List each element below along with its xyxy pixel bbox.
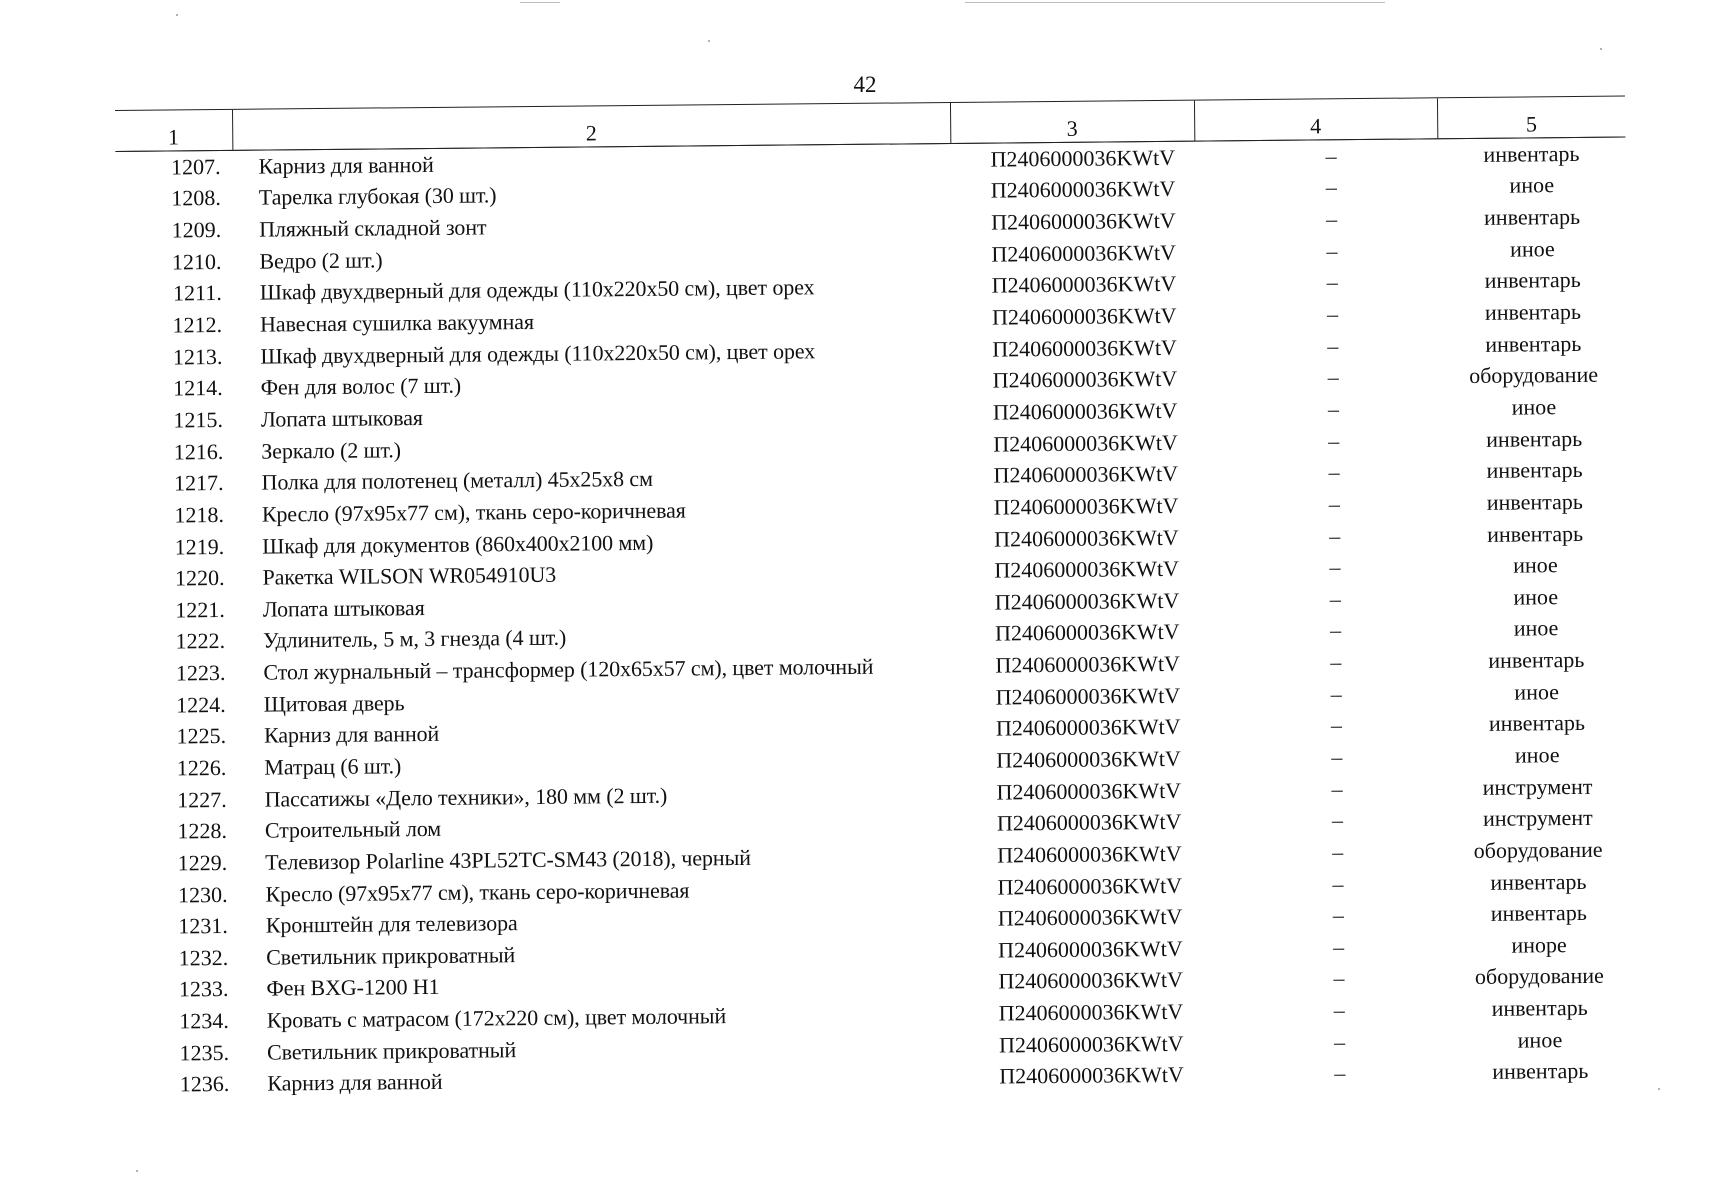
item-name: Карниз для ванной bbox=[258, 151, 434, 179]
column-4-value: – bbox=[1334, 1060, 1346, 1086]
item-category: инструмент bbox=[1482, 773, 1593, 800]
item-code: П2406000036KWtV bbox=[993, 492, 1179, 520]
table-body bbox=[115, 137, 1634, 1101]
item-name: Матрац (6 шт.) bbox=[264, 753, 402, 780]
scan-mark bbox=[965, 2, 1385, 3]
item-name: Ракетка WILSON WR054910U3 bbox=[262, 561, 557, 590]
item-category: иное bbox=[1517, 1026, 1563, 1053]
item-name: Фен для волос (7 шт.) bbox=[260, 372, 462, 400]
item-code: П2406000036KWtV bbox=[994, 524, 1179, 552]
column-header: 1 bbox=[115, 109, 232, 151]
scan-speck bbox=[176, 14, 178, 16]
item-code: П2406000036KWtV bbox=[999, 1062, 1184, 1089]
item-category: инструмент bbox=[1482, 805, 1593, 832]
column-4-value: – bbox=[1325, 143, 1337, 169]
item-name: Зеркало (2 шт.) bbox=[261, 436, 402, 464]
item-category: инвентарь bbox=[1488, 646, 1585, 673]
scan-speck bbox=[708, 40, 710, 42]
item-code: П2406000036KWtV bbox=[994, 619, 1180, 646]
row-number: 1224. bbox=[176, 691, 226, 718]
item-code: П2406000036KWtV bbox=[994, 587, 1180, 615]
scan-speck bbox=[1600, 48, 1602, 50]
item-name: Светильник прикроватный bbox=[266, 1036, 517, 1065]
column-4-value: – bbox=[1326, 269, 1338, 295]
row-number: 1233. bbox=[178, 976, 229, 1002]
item-code: П2406000036KWtV bbox=[997, 872, 1183, 900]
item-code: П2406000036KWtV bbox=[996, 809, 1182, 836]
row-number: 1218. bbox=[174, 501, 225, 528]
row-number: 1217. bbox=[173, 470, 224, 496]
column-4-value: – bbox=[1326, 238, 1338, 264]
item-name: Щитовая дверь bbox=[263, 689, 405, 717]
column-header: 3 bbox=[950, 100, 1194, 143]
item-code: П2406000036KWtV bbox=[997, 935, 1183, 963]
item-code: П2406000036KWtV bbox=[996, 745, 1181, 773]
row-number: 1221. bbox=[175, 596, 225, 623]
item-category: инвентарь bbox=[1488, 710, 1586, 737]
row-number: 1235. bbox=[179, 1039, 230, 1066]
item-name: Шкаф двухдверный для одежды (110x220x50 см), цвет орех bbox=[259, 274, 815, 305]
column-4-value: – bbox=[1330, 712, 1343, 738]
row-number: 1229. bbox=[177, 849, 228, 876]
item-code: П2406000036KWtV bbox=[998, 1030, 1184, 1058]
item-category: иное bbox=[1514, 742, 1560, 768]
row-number: 1232. bbox=[178, 944, 229, 971]
column-4-value: – bbox=[1328, 427, 1340, 453]
column-4-value: – bbox=[1331, 744, 1343, 770]
item-name: Пассатижы «Дело техники», 180 мм (2 шт.) bbox=[264, 782, 668, 812]
item-name: Полка для полотенец (металл) 45x25x8 см bbox=[261, 466, 653, 495]
row-number: 1226. bbox=[176, 754, 227, 781]
row-number: 1210. bbox=[171, 248, 222, 275]
row-number: 1214. bbox=[173, 375, 223, 401]
row-number: 1236. bbox=[179, 1071, 230, 1097]
item-category: инвентарь bbox=[1492, 1058, 1589, 1085]
item-category: инвентарь bbox=[1484, 267, 1581, 294]
column-4-value: – bbox=[1327, 396, 1340, 422]
item-name: Карниз для ванной bbox=[263, 721, 440, 748]
row-number: 1231. bbox=[178, 913, 228, 939]
item-code: П2406000036KWtV bbox=[995, 682, 1181, 710]
row-number: 1234. bbox=[179, 1008, 229, 1034]
item-code: П2406000036KWtV bbox=[991, 302, 1177, 330]
column-4-value: – bbox=[1329, 522, 1341, 548]
item-category: иное bbox=[1509, 172, 1555, 199]
item-name: Шкаф для документов (860x400x2100 мм) bbox=[262, 529, 654, 559]
column-4-value: – bbox=[1333, 1028, 1346, 1055]
item-name: Кровать с матрасом (172x220 см), цвет молочный bbox=[266, 1003, 727, 1033]
row-number: 1215. bbox=[173, 406, 224, 433]
item-name: Удлинитель, 5 м, 3 гнезда (4 шт.) bbox=[262, 625, 567, 654]
row-number: 1230. bbox=[177, 881, 228, 907]
item-code: П2406000036KWtV bbox=[992, 397, 1178, 425]
item-code: П2406000036KWtV bbox=[990, 144, 1176, 172]
row-number: 1222. bbox=[175, 628, 226, 654]
item-category: инвентарь bbox=[1484, 298, 1582, 325]
inventory-table bbox=[115, 96, 1634, 1102]
item-category: оборудование bbox=[1473, 836, 1603, 863]
row-number: 1216. bbox=[173, 438, 224, 465]
row-number: 1211. bbox=[172, 280, 222, 306]
item-category: иноре bbox=[1511, 931, 1567, 958]
item-category: инвентарь bbox=[1486, 457, 1583, 484]
item-code: П2406000036KWtV bbox=[991, 271, 1177, 298]
item-category: инвентарь bbox=[1483, 140, 1580, 167]
column-4-value: – bbox=[1332, 902, 1344, 928]
item-code: П2406000036KWtV bbox=[990, 207, 1176, 235]
row-number: 1227. bbox=[177, 786, 227, 813]
item-category: инвентарь bbox=[1486, 520, 1584, 547]
item-category: иное bbox=[1511, 394, 1557, 420]
item-code: П2406000036KWtV bbox=[993, 461, 1179, 488]
column-4-value: – bbox=[1329, 586, 1341, 612]
item-name: Светильник прикроватный bbox=[266, 942, 516, 970]
column-4-value: – bbox=[1325, 206, 1338, 232]
row-number: 1220. bbox=[174, 565, 225, 591]
row-number: 1219. bbox=[174, 533, 225, 559]
item-name: Стол журнальный – трансформер (120x65x57 см), цвет молочный bbox=[263, 653, 874, 685]
item-category: инвентарь bbox=[1485, 330, 1582, 357]
column-4-value: – bbox=[1329, 554, 1341, 580]
scan-speck bbox=[1658, 1088, 1660, 1090]
item-category: оборудование bbox=[1474, 963, 1604, 990]
item-code: П2406000036KWtV bbox=[998, 998, 1184, 1026]
item-code: П2406000036KWtV bbox=[991, 239, 1177, 267]
item-code: П2406000036KWtV bbox=[990, 176, 1176, 204]
item-category: инвентарь bbox=[1491, 995, 1588, 1021]
scan-mark bbox=[520, 2, 560, 3]
column-4-value: – bbox=[1328, 459, 1340, 485]
item-name: Телевизор Polarline 43PL52TC-SM43 (2018), черный bbox=[265, 844, 752, 875]
item-name: Пляжный складной зонт bbox=[259, 214, 487, 242]
item-code: П2406000036KWtV bbox=[992, 334, 1177, 362]
column-4-value: – bbox=[1332, 934, 1345, 960]
column-4-value: – bbox=[1332, 839, 1344, 865]
inventory-table-container bbox=[115, 96, 1634, 1102]
column-4-value: – bbox=[1328, 491, 1340, 517]
row-number: 1208. bbox=[171, 185, 221, 211]
item-name: Фен BXG-1200 H1 bbox=[266, 974, 440, 1002]
item-name: Лопата штыковая bbox=[260, 404, 423, 432]
item-name: Тарелка глубокая (30 шт.) bbox=[258, 182, 497, 211]
item-category: инвентарь bbox=[1490, 900, 1587, 927]
item-code: П2406000036KWtV bbox=[997, 903, 1183, 931]
row-number: 1228. bbox=[177, 818, 228, 844]
item-code: П2406000036KWtV bbox=[992, 366, 1178, 393]
item-name: Карниз для ванной bbox=[267, 1069, 443, 1096]
item-name: Ведро (2 шт.) bbox=[259, 247, 383, 274]
item-category: иное bbox=[1513, 552, 1558, 578]
item-category: инвентарь bbox=[1486, 425, 1583, 452]
column-4-value: – bbox=[1327, 364, 1339, 390]
item-name: Строительный лом bbox=[264, 816, 442, 843]
row-number: 1225. bbox=[176, 723, 227, 749]
item-category: иное bbox=[1509, 235, 1555, 262]
column-header: 5 bbox=[1437, 96, 1625, 139]
row-number: 1209. bbox=[171, 217, 222, 243]
column-header: 4 bbox=[1194, 98, 1437, 141]
row-number: 1213. bbox=[172, 343, 223, 370]
item-code: П2406000036KWtV bbox=[994, 555, 1180, 583]
item-category: иное bbox=[1513, 615, 1559, 642]
column-4-value: – bbox=[1331, 807, 1343, 833]
item-code: П2406000036KWtV bbox=[998, 967, 1184, 995]
item-code: П2406000036KWtV bbox=[996, 777, 1182, 805]
item-category: иное bbox=[1513, 583, 1559, 610]
item-name: Лопата штыковая bbox=[262, 594, 425, 622]
column-4-value: – bbox=[1330, 649, 1342, 675]
item-name: Кронштейн для телевизора bbox=[265, 910, 518, 938]
column-4-value: – bbox=[1325, 174, 1337, 200]
row-number: 1212. bbox=[172, 311, 223, 338]
row-number: 1207. bbox=[170, 153, 221, 180]
scan-speck bbox=[136, 1170, 138, 1172]
column-4-value: – bbox=[1333, 965, 1345, 991]
item-code: П2406000036KWtV bbox=[995, 714, 1181, 741]
item-category: инвентарь bbox=[1483, 204, 1581, 230]
column-4-value: – bbox=[1331, 775, 1343, 801]
item-name: Навесная сушилка вакуумная bbox=[259, 309, 535, 337]
column-4-value: – bbox=[1326, 301, 1339, 327]
item-category: оборудование bbox=[1469, 362, 1599, 389]
item-code: П2406000036KWtV bbox=[995, 650, 1181, 678]
item-category: инвентарь bbox=[1486, 488, 1583, 515]
column-header: 2 bbox=[232, 102, 950, 150]
item-code: П2406000036KWtV bbox=[997, 840, 1182, 868]
column-4-value: – bbox=[1330, 680, 1342, 707]
row-number: 1223. bbox=[175, 660, 226, 686]
column-4-value: – bbox=[1332, 870, 1344, 896]
column-4-value: – bbox=[1333, 997, 1345, 1023]
item-category: инвентарь bbox=[1490, 868, 1587, 895]
item-name: Кресло (97x95x77 см), ткань серо-коричневая bbox=[265, 877, 690, 907]
column-4-value: – bbox=[1327, 332, 1339, 359]
item-category: иное bbox=[1514, 678, 1560, 705]
page-number: 42 bbox=[853, 72, 877, 97]
item-name: Кресло (97x95x77 см), ткань серо-коричневая bbox=[261, 497, 686, 527]
column-4-value: – bbox=[1329, 617, 1342, 643]
item-code: П2406000036KWtV bbox=[993, 429, 1178, 457]
item-name: Шкаф двухдверный для одежды (110x220x50 см), цвет орех bbox=[260, 337, 816, 369]
